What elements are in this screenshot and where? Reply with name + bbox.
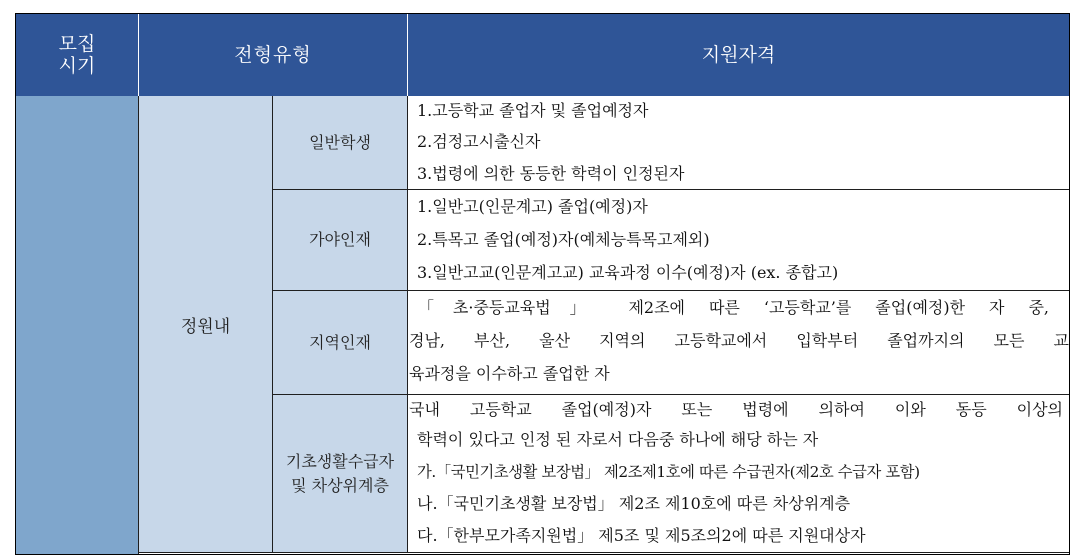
header-type [139, 14, 408, 96]
qualification-line: 1.일반고(인문계고) 졸업(예정)자 [417, 197, 648, 216]
qualification-line: 1.고등학교 졸업자 및 졸업예정자 [417, 101, 649, 120]
subtype-cell-general [273, 96, 408, 190]
qualification-cell-regional [408, 291, 1069, 395]
header-period-line1: 모집 [58, 33, 96, 55]
header-type-label: 전형유형 [234, 44, 312, 66]
qualification-cell-general [408, 96, 1069, 190]
qualification-line: 3.일반고교(인문계고교) 교육과정 이수(예정)자 (ex. 종합고) [417, 263, 839, 282]
qualification-line: 경남, 부산, 울산 지역의 고등학교에서 입학부터 졸업까지의 모든 교 [409, 331, 1069, 350]
qualification-line: 육과정을 이수하고 졸업한 자 [409, 364, 610, 383]
main-type-cell [139, 96, 273, 552]
qualification-cell-gaya [408, 190, 1069, 291]
period-cell [16, 96, 139, 555]
subtype-cell-gaya [273, 190, 408, 291]
qualification-line: 2.검정고시출신자 [417, 132, 541, 151]
qualification-line: 국내 고등학교 졸업(예정)자 또는 법령에 의하여 이와 동등 이상의 [409, 400, 1063, 419]
header-qualification-label: 지원자격 [701, 44, 776, 66]
qualification-line: 학력이 있다고 인정 된 자로서 다음중 하나에 해당 하는 자 [417, 430, 819, 449]
qualification-line: 나.「국민기초생활 보장법」 제2조 제10호에 따른 차상위계층 [417, 494, 851, 513]
header-qualification [408, 14, 1069, 96]
subtype-label-line1: 기초생활수급자 [285, 451, 395, 471]
qualification-line: 「초·중등교육법」 제2조에 따른 ‘고등학교’를 졸업(예정)한 자 중, [418, 298, 1049, 317]
qualification-line: 가.「국민기초생활 보장법」 제2조제1호에 따른 수급권자(제2호 수급자 포함) [417, 463, 920, 481]
header-period [16, 14, 139, 96]
subtype-label-line2: 및 차상위계층 [291, 475, 389, 495]
main-type-label: 정원내 [180, 316, 231, 337]
header-period-line2: 시기 [58, 55, 96, 77]
subtype-cell-low-income [273, 395, 408, 552]
subtype-label: 일반학생 [309, 132, 371, 152]
qualification-line: 다.「한부모가족지원법」 제5조 및 제5조의2에 따른 지원대상자 [417, 526, 866, 545]
next-row-border [139, 552, 1069, 553]
subtype-cell-regional [273, 291, 408, 395]
qualification-cell-low-income [408, 395, 1069, 552]
subtype-label: 가야인재 [309, 230, 371, 249]
qualification-line: 2.특목고 졸업(예정)자(예체능특목고제외) [417, 230, 710, 249]
qualification-line: 3.법령에 의한 동등한 학력이 인정된자 [417, 164, 685, 183]
subtype-label: 지역인재 [309, 332, 371, 352]
admission-qualification-table [15, 13, 1070, 555]
